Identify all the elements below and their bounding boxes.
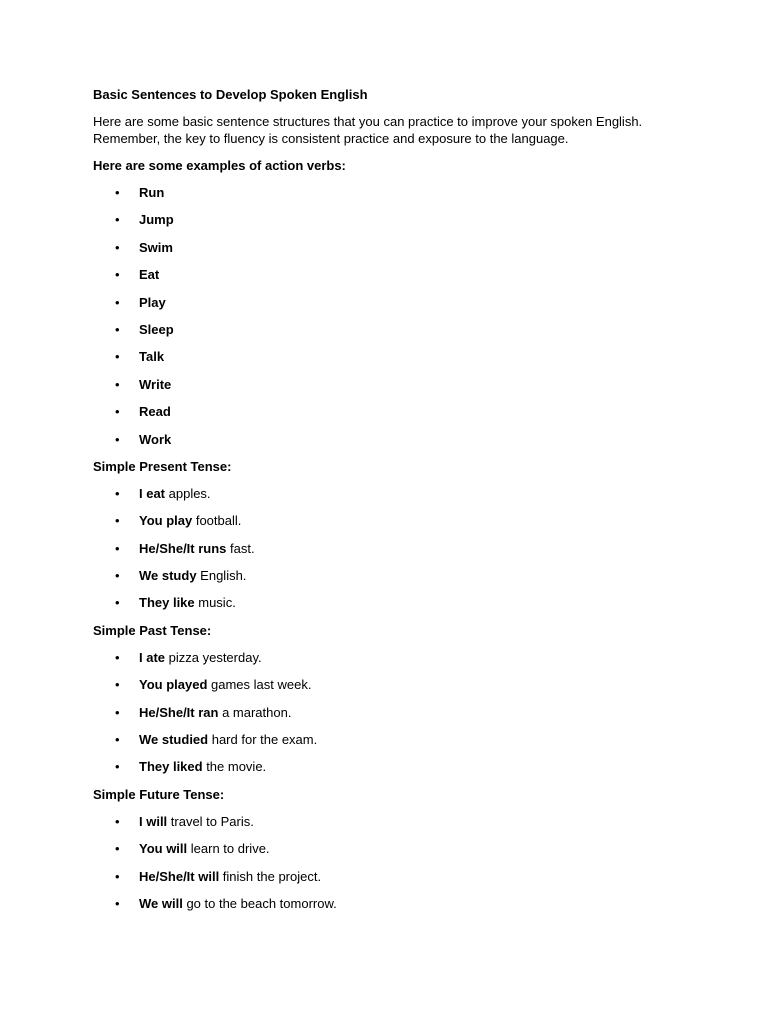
- subject-verb: I eat: [139, 485, 166, 501]
- list-item: [93, 266, 673, 283]
- subject-verb: I will: [139, 813, 168, 829]
- bullet-icon: •: [115, 376, 120, 392]
- bullet-icon: •: [115, 431, 120, 447]
- bullet-icon: •: [115, 895, 120, 911]
- list-item: [93, 731, 673, 748]
- bullet-icon: •: [115, 759, 120, 775]
- verb-text: Run: [139, 185, 165, 200]
- bullet-icon: •: [115, 677, 120, 693]
- verb-text: Write: [139, 376, 172, 392]
- future-tense-list: [93, 813, 673, 912]
- verb-text: Talk: [139, 349, 165, 365]
- sentence-rest: the movie.: [202, 759, 267, 775]
- list-item: [93, 184, 673, 201]
- verb-text: Eat: [139, 267, 160, 283]
- sentence-rest: music.: [194, 595, 236, 611]
- verb-text: Play: [139, 294, 166, 310]
- bullet-icon: •: [115, 813, 120, 829]
- bullet-icon: •: [115, 649, 120, 665]
- subject-verb: They like: [139, 595, 195, 611]
- list-item: [93, 376, 673, 393]
- list-item: [93, 840, 673, 857]
- sentence-rest: football.: [192, 513, 242, 529]
- sentence-rest: games last week.: [207, 677, 312, 693]
- subject-verb: He/She/It runs: [139, 540, 227, 556]
- list-item: [93, 567, 673, 584]
- bullet-icon: •: [115, 704, 120, 720]
- bullet-icon: •: [115, 321, 120, 337]
- sentence-rest: apples.: [165, 485, 211, 501]
- bullet-icon: •: [115, 568, 120, 584]
- list-item: [93, 868, 673, 885]
- sentence-rest: English.: [196, 568, 247, 584]
- bullet-icon: •: [115, 239, 120, 255]
- document-title: Basic Sentences to Develop Spoken English: [93, 87, 368, 102]
- list-item: [93, 239, 673, 256]
- sentence-rest: finish the project.: [219, 868, 322, 884]
- list-item: [93, 294, 673, 311]
- list-item: [93, 704, 673, 721]
- list-item: [93, 512, 673, 529]
- list-item: [93, 403, 673, 420]
- sentence-rest: a marathon.: [218, 704, 292, 720]
- list-item: [93, 676, 673, 693]
- subject-verb: We study: [139, 568, 197, 584]
- subject-verb: You play: [139, 513, 193, 529]
- past-tense-list: [93, 649, 673, 776]
- bullet-icon: •: [115, 404, 120, 420]
- list-item: [93, 211, 673, 228]
- subject-verb: They liked: [139, 759, 203, 775]
- subject-verb: He/She/It ran: [139, 704, 219, 720]
- subject-verb: We will: [139, 895, 183, 911]
- list-item: [93, 895, 673, 912]
- list-item: [93, 594, 673, 611]
- list-item: [93, 348, 673, 365]
- bullet-icon: •: [115, 485, 120, 501]
- subject-verb: You played: [139, 677, 208, 693]
- verb-text: Jump: [139, 212, 174, 228]
- list-item: [93, 758, 673, 775]
- list-item: [93, 540, 673, 557]
- bullet-icon: •: [115, 732, 120, 748]
- sentence-rest: travel to Paris.: [167, 813, 254, 829]
- bullet-icon: •: [115, 349, 120, 365]
- bullet-icon: •: [115, 185, 120, 200]
- bullet-icon: •: [115, 868, 120, 884]
- sentence-rest: go to the beach tomorrow.: [182, 895, 337, 911]
- verb-text: Read: [139, 404, 171, 420]
- present-tense-heading: Simple Present Tense:: [93, 458, 232, 474]
- bullet-icon: •: [115, 513, 120, 529]
- subject-verb: You will: [139, 841, 188, 857]
- bullet-icon: •: [115, 212, 120, 228]
- verb-text: Swim: [139, 239, 173, 255]
- action-verbs-heading: Here are some examples of action verbs:: [93, 158, 346, 173]
- past-tense-heading: Simple Past Tense:: [93, 622, 212, 638]
- sentence-rest: pizza yesterday.: [165, 649, 262, 665]
- subject-verb: We studied: [139, 732, 209, 748]
- bullet-icon: •: [115, 294, 120, 310]
- action-verbs-list: [93, 184, 673, 448]
- bullet-icon: •: [115, 267, 120, 283]
- subject-verb: He/She/It will: [139, 868, 220, 884]
- verb-text: Work: [139, 431, 172, 447]
- future-tense-heading: Simple Future Tense:: [93, 786, 225, 802]
- sentence-rest: fast.: [226, 540, 255, 556]
- bullet-icon: •: [115, 595, 120, 611]
- list-item: [93, 649, 673, 666]
- bullet-icon: •: [115, 841, 120, 857]
- bullet-icon: •: [115, 540, 120, 556]
- intro-line: Remember, the key to fluency is consistent practice and exposure to the language.: [93, 131, 569, 146]
- document-page: [93, 86, 673, 922]
- list-item: [93, 321, 673, 338]
- list-item: [93, 431, 673, 448]
- list-item: [93, 813, 673, 830]
- verb-text: Sleep: [139, 321, 174, 337]
- sentence-rest: hard for the exam.: [208, 732, 318, 748]
- sentence-rest: learn to drive.: [187, 841, 270, 857]
- subject-verb: I ate: [139, 649, 166, 665]
- intro-line: Here are some basic sentence structures that you can practice to improve your spoken English.: [93, 114, 643, 129]
- present-tense-list: [93, 485, 673, 612]
- list-item: [93, 485, 673, 502]
- intro-paragraph: [93, 113, 673, 147]
